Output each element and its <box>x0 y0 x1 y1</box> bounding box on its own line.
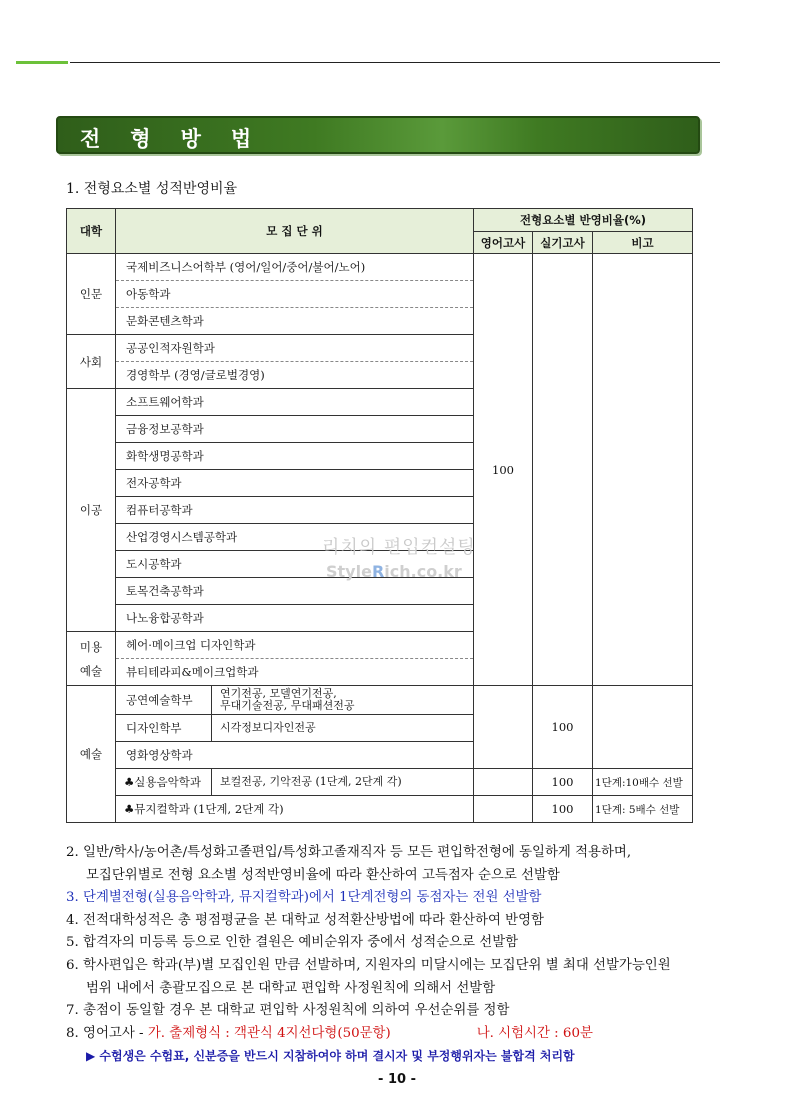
header-rule <box>70 62 720 63</box>
unit-row: 영화영상학과 <box>116 742 474 769</box>
unit-row: 아동학과 <box>116 281 474 308</box>
note-empty <box>593 254 693 686</box>
category-humanities: 인문 <box>67 254 116 335</box>
arts-english-empty <box>474 686 533 769</box>
note-item: 2. 일반/학사/농어촌/특성화고졸편입/특성화고졸재직자 등 모든 편입학전형에 동일하게 적용하며, <box>66 845 632 860</box>
unit-row: 공공인적자원학과 <box>116 335 474 362</box>
unit-row: 도시공학과 <box>116 551 474 578</box>
music-english-empty <box>474 769 533 796</box>
unit-row: 산업경영시스템공학과 <box>116 524 474 551</box>
practical-empty <box>533 254 593 686</box>
unit-row: ♣뮤지컬학과 (1단계, 2단계 각) <box>116 796 474 823</box>
musical-practical-value: 100 <box>533 796 593 823</box>
unit-row-music <box>116 769 474 796</box>
unit-majors: 보컬전공, 기악전공 (1단계, 2단계 각) <box>220 775 402 788</box>
unit-row: 국제비즈니스어학부 (영어/일어/중어/불어/노어) <box>116 254 474 281</box>
header-note: 비고 <box>593 232 693 254</box>
section-banner <box>56 116 700 154</box>
english-test-time: 나. 시험시간 : 60분 <box>476 1025 593 1041</box>
subheading: 1. 전형요소별 성적반영비율 <box>66 181 238 197</box>
note-item: 범위 내에서 총괄모집으로 본 대학교 편입학 사정원칙에 의해서 선발함 <box>86 980 496 996</box>
note-item: 5. 합격자의 미등록 등으로 인한 결원은 예비순위자 중에서 성적순으로 선발함 <box>66 935 519 951</box>
watermark-part: Style <box>326 562 372 581</box>
unit-row: 컴퓨터공학과 <box>116 497 474 524</box>
note-item: 7. 총점이 동일할 경우 본 대학교 편입학 사정원칙에 의하여 우선순위를 정함 <box>66 1003 510 1019</box>
header-ratio: 전형요소별 반영비율(%) <box>474 209 693 232</box>
unit-row: 화학생명공학과 <box>116 443 474 470</box>
category-engineering: 이공 <box>67 389 116 632</box>
english-test-format: 가. 출제형식 : 객관식 4지선다형(50문항) <box>147 1025 391 1041</box>
unit-row: 뷰티테라피&메이크업학과 <box>116 659 474 686</box>
note-item: 4. 전적대학성적은 총 평점평균을 본 대학교 성적환산방법에 따라 환산하여 반영함 <box>66 912 544 928</box>
note-item: 모집단위별로 전형 요소별 성적반영비율에 따라 환산하여 고득점자 순으로 선발함 <box>86 867 560 883</box>
unit-row: 토목건축공학과 <box>116 578 474 605</box>
notes-list <box>66 842 716 1068</box>
unit-row: 전자공학과 <box>116 470 474 497</box>
page-number: - 10 - <box>378 1072 416 1087</box>
category-arts: 예술 <box>67 686 116 823</box>
header-accent-line <box>16 61 68 64</box>
musical-note: 1단계: 5배수 선발 <box>593 796 693 823</box>
header-unit: 모 집 단 위 <box>116 209 474 254</box>
unit-label: 디자인학부 <box>116 715 212 741</box>
arts-practical-value: 100 <box>533 686 593 769</box>
watermark-text: 리치의 편입컨설팅 <box>322 537 476 558</box>
music-practical-value: 100 <box>533 769 593 796</box>
header-practical: 실기고사 <box>533 232 593 254</box>
header-english: 영어고사 <box>474 232 533 254</box>
note-item: 6. 학사편입은 학과(부)별 모집인원 만큼 선발하며, 지원자의 미달시에는 모집단위 별 최대 선발가능인원 <box>66 957 671 973</box>
english-ratio-value: 100 <box>474 254 533 686</box>
unit-row: 금융정보공학과 <box>116 416 474 443</box>
unit-majors: 시각정보디자인전공 <box>220 721 316 734</box>
unit-row: 문화콘텐츠학과 <box>116 308 474 335</box>
watermark-part: R <box>371 562 385 581</box>
unit-row: 나노융합공학과 <box>116 605 474 632</box>
ratio-table <box>66 208 693 823</box>
warning-note: ▶ 수험생은 수험표, 신분증을 반드시 지참하여야 하며 결시자 및 부정행위자는 불합격 처리함 <box>86 1049 575 1064</box>
english-test-label: 8. 영어고사 - <box>66 1025 148 1041</box>
header-college: 대학 <box>67 209 116 254</box>
musical-english-empty <box>474 796 533 823</box>
unit-row-design <box>116 715 474 742</box>
unit-label: ♣실용음악학과 <box>116 769 212 795</box>
unit-row: 경영학부 (경영/글로벌경영) <box>116 362 474 389</box>
watermark-part: ich.co.kr <box>384 562 462 581</box>
arts-note-empty <box>593 686 693 769</box>
category-beauty: 미용 예술 <box>67 632 116 686</box>
section-title: 전형방법 <box>80 127 282 151</box>
note-item: 3. 단계별전형(실용음악학과, 뮤지컬학과)에서 1단계전형의 동점자는 전원 선발함 <box>66 890 542 906</box>
category-social: 사회 <box>67 335 116 389</box>
unit-label: 공연예술학부 <box>116 686 212 714</box>
music-note: 1단계:10배수 선발 <box>593 769 693 796</box>
watermark-url <box>326 562 462 581</box>
unit-row: 헤어·메이크업 디자인학과 <box>116 632 474 659</box>
note-item-english-test <box>66 1023 716 1046</box>
unit-majors: 연기전공, 모델연기전공, 무대기술전공, 무대패션전공 <box>220 687 355 712</box>
unit-row: 소프트웨어학과 <box>116 389 474 416</box>
unit-row-performing-arts <box>116 686 474 715</box>
